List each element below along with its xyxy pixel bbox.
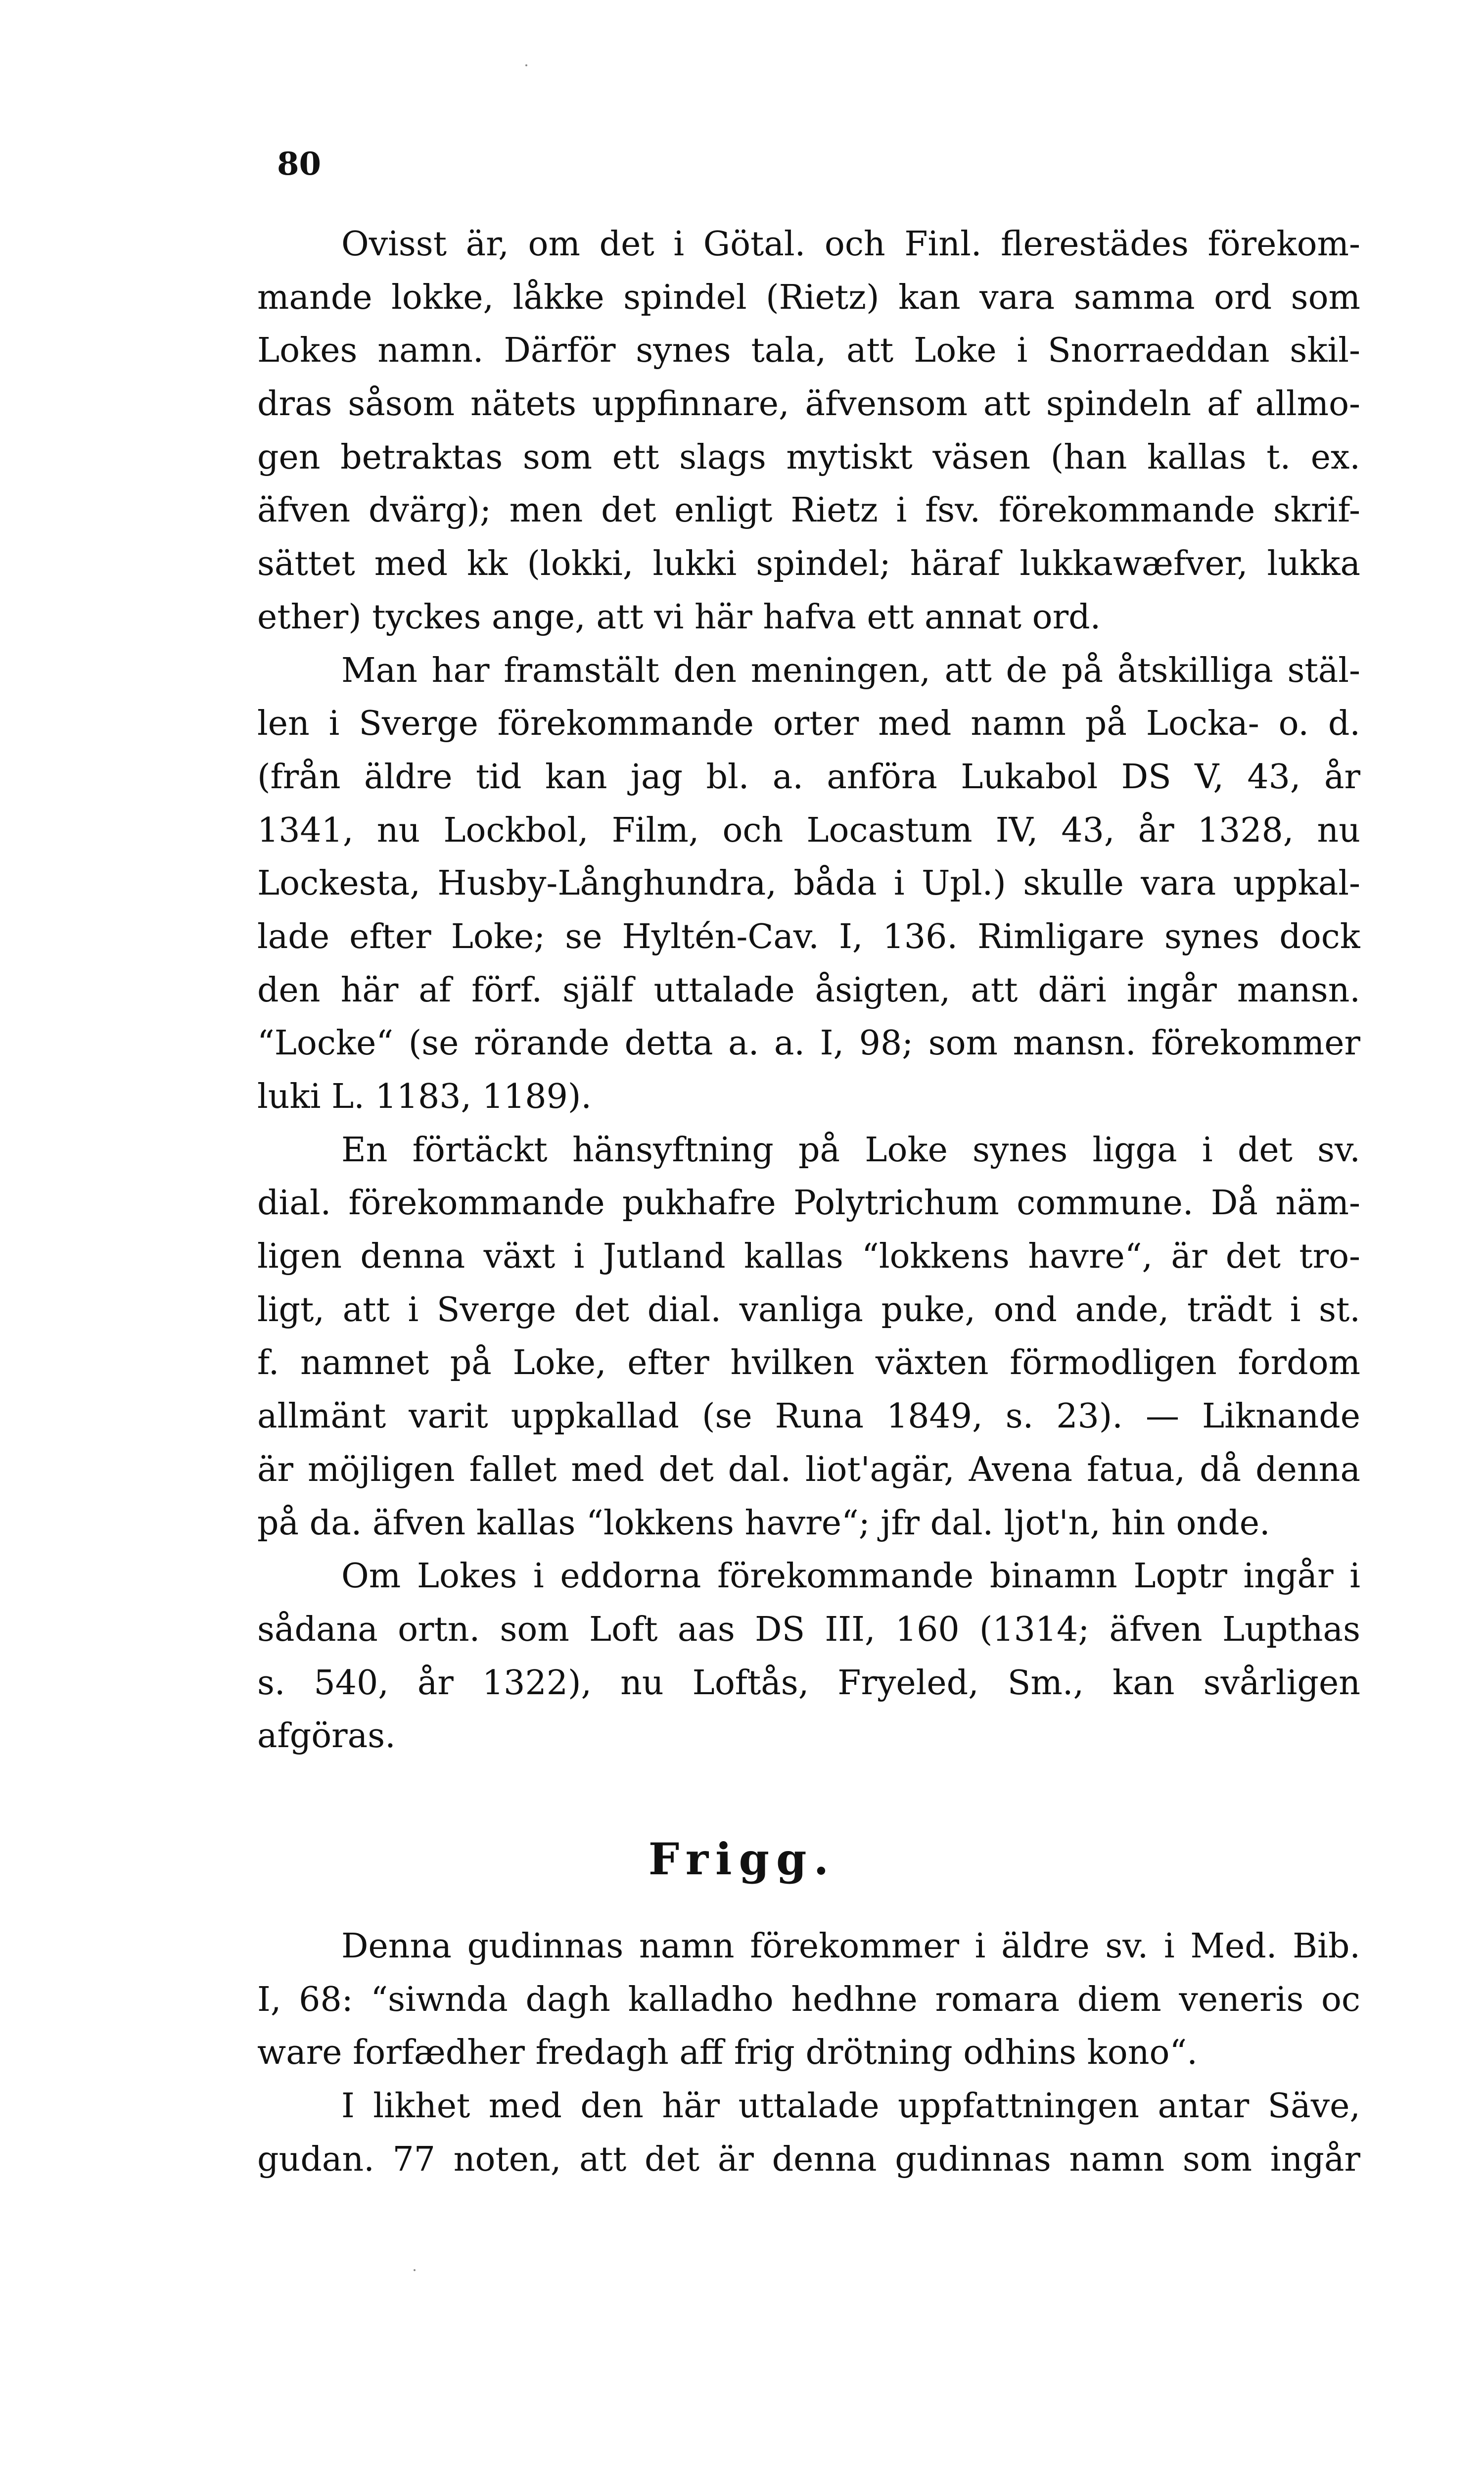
text-line: “Locke“ (se rörande detta a. a. I, 98; som mansn. förekommer [257, 1024, 1360, 1063]
text-line: på da. äfven kallas “lokkens havre“; jfr dal. ljot'n, hin onde. [257, 1503, 1270, 1543]
text-line: är möjligen fallet med det dal. liot'agär, Avena fatua, då denna [257, 1450, 1360, 1489]
text-line: f. namnet på Loke, efter hvilken växten förmodligen fordom [257, 1343, 1360, 1383]
text-line: Ovisst är, om det i Götal. och Finl. flerestädes förekom- [341, 225, 1360, 264]
text-line: 1341, nu Lockbol, Film, och Locastum IV, 43, år 1328, nu [257, 810, 1360, 850]
text-line: ware forfædher fredagh aff frig drötning odhins kono“. [257, 2033, 1198, 2073]
text-line: I likhet med den här uttalade uppfattningen antar Säve, [341, 2087, 1360, 2126]
text-line: sättet med kk (lokki, lukki spindel; häraf lukkawæfver, lukka [257, 544, 1360, 584]
text-line: Lockesta, Husby-Långhundra, båda i Upl.) skulle vara uppkal- [257, 864, 1360, 903]
text-line: Lokes namn. Därför synes tala, att Loke i Snorraeddan skil- [257, 331, 1360, 371]
text-line: s. 540, år 1322), nu Loftås, Fryeled, Sm., kan svårligen [257, 1663, 1360, 1703]
text-line: En förtäckt hänsyftning på Loke synes ligga i det sv. [341, 1130, 1360, 1170]
text-line: Om Lokes i eddorna förekommande binamn Loptr ingår i [341, 1557, 1360, 1596]
text-line: lade efter Loke; se Hyltén-Cav. I, 136. Rimligare synes dock [257, 917, 1360, 956]
text-line: I, 68: “siwnda dagh kalladho hedhne romara diem veneris oc [257, 1980, 1360, 2019]
text-line: dras såsom nätets uppfinnare, äfvensom att spindeln af allmo- [257, 384, 1360, 424]
text-line: Man har framstält den meningen, att de på åtskilliga stäl- [341, 651, 1360, 690]
text-line: gen betraktas som ett slags mytiskt väsen (han kallas t. ex. [257, 437, 1360, 477]
speck [414, 2269, 416, 2271]
speck [525, 64, 527, 66]
text-line: len i Sverge förekommande orter med namn på Locka- o. d. [257, 704, 1360, 744]
text-line: äfven dvärg); men det enligt Rietz i fsv. förekommande skrif- [257, 491, 1360, 530]
text-line: mande lokke, låkke spindel (Rietz) kan vara samma ord som [257, 278, 1360, 317]
text-line: allmänt varit uppkallad (se Runa 1849, s. 23). — Liknande [257, 1397, 1360, 1436]
frigg-text [257, 1920, 1360, 2186]
text-line: ether) tyckes ange, att vi här hafva ett annat ord. [257, 597, 1101, 637]
section-heading: Frigg. [648, 1833, 836, 1885]
text-line: sådana ortn. som Loft aas DS III, 160 (1314; äfven Lupthas [257, 1610, 1360, 1649]
text-line: luki L. 1183, 1189). [257, 1077, 592, 1116]
text-line: dial. förekommande pukhafre Polytrichum commune. Då näm- [257, 1184, 1360, 1223]
text-line: gudan. 77 noten, att det är denna gudinnas namn som ingår [257, 2139, 1360, 2179]
text-line: ligen denna växt i Jutland kallas “lokkens havre“, är det tro- [257, 1237, 1360, 1277]
page-number: 80 [277, 145, 322, 183]
text-line: (från äldre tid kan jag bl. a. anföra Lukabol DS V, 43, år [257, 757, 1360, 797]
text-line: Denna gudinnas namn förekommer i äldre sv. i Med. Bib. [341, 1927, 1360, 1966]
text-line: ligt, att i Sverge det dial. vanliga puke, ond ande, trädt i st. [257, 1290, 1360, 1330]
text-line: den här af förf. själf uttalade åsigten, att däri ingår mansn. [257, 970, 1360, 1010]
main-text [257, 218, 1360, 1763]
text-line: afgöras. [257, 1716, 396, 1756]
